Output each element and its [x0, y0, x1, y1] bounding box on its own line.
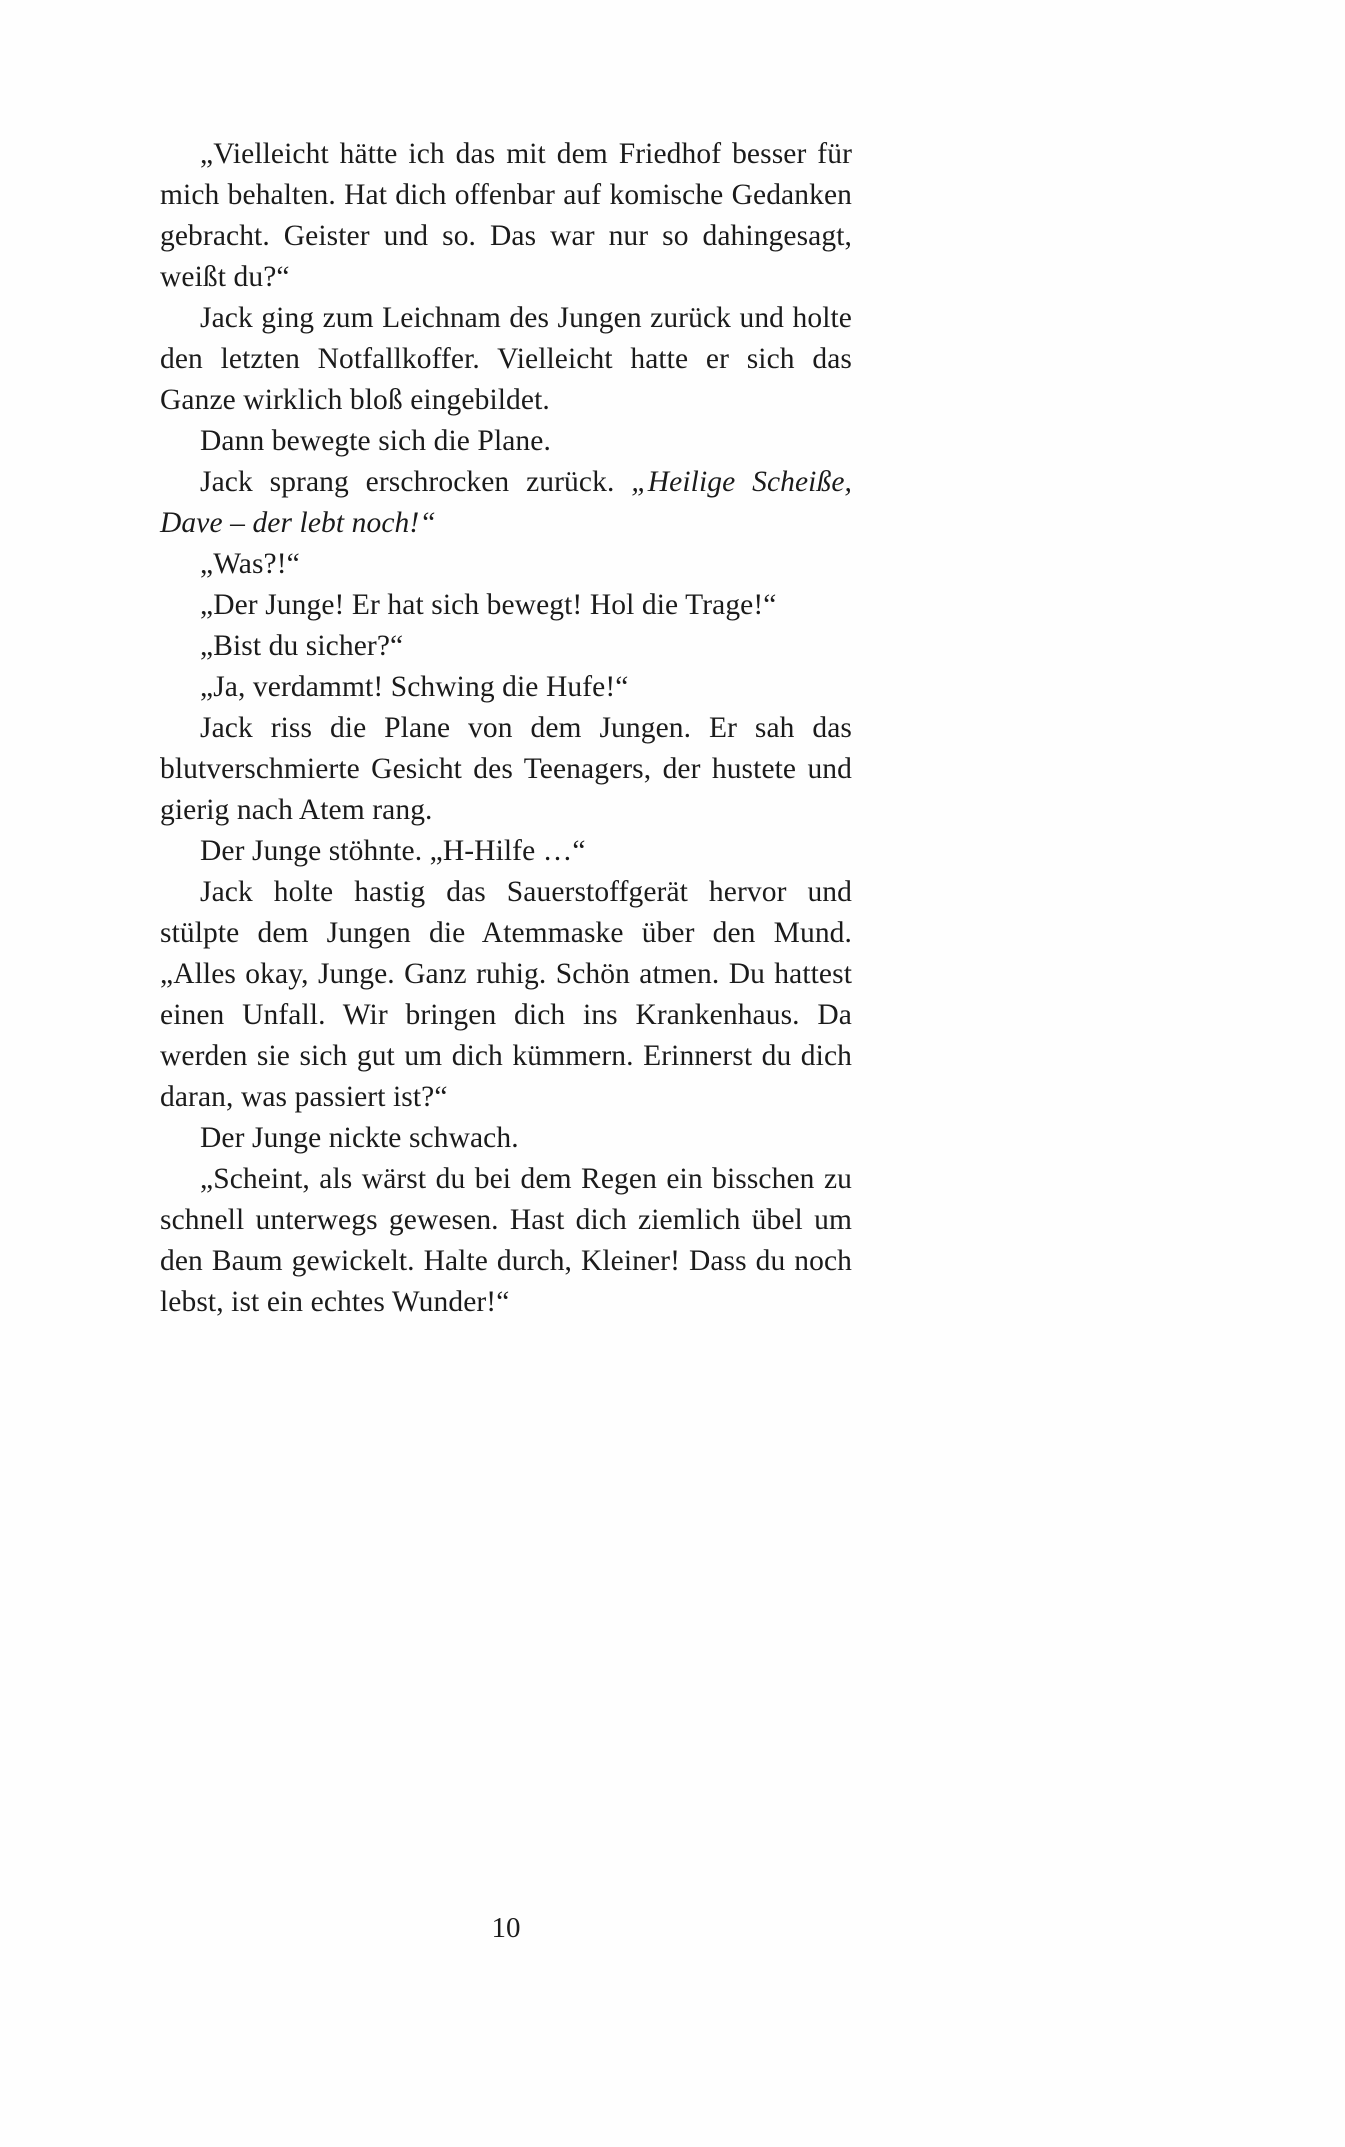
paragraph-text: „Der Junge! Er hat sich bewegt! Hol die Trage!“ — [200, 589, 777, 621]
page-number: 10 — [491, 1912, 521, 1944]
paragraph — [160, 298, 852, 421]
paragraph — [160, 831, 852, 872]
paragraph-text: Jack ging zum Leichnam des Jungen zurück und holte den letzten Notfallkoffer. Vielleicht hatte er sich das Ganze wirklich bloß eingebildet. — [160, 302, 852, 416]
paragraph — [160, 421, 852, 462]
paragraph — [160, 1159, 852, 1323]
paragraph — [160, 462, 852, 544]
paragraph — [160, 667, 852, 708]
paragraph-text: Jack riss die Plane von dem Jungen. Er sah das blutverschmierte Gesicht des Teenagers, der hustete und gierig nach Atem rang. — [160, 712, 852, 826]
paragraph-text: „Was?!“ — [200, 548, 300, 580]
paragraph-text: Jack holte hastig das Sauerstoffgerät hervor und stülpte dem Jungen die Atemmaske über den Mund. „Alles okay, Junge. Ganz ruhig. Schön atmen. Du hattest einen Unfall. Wir bringen dich ins Krankenhaus. Da werden sie sich gut um dich kümmern. Erinnerst du dich daran, was passiert ist?“ — [160, 876, 852, 1113]
page-footer — [160, 1908, 852, 1949]
paragraph-text: „Scheint, als wärst du bei dem Regen ein bisschen zu schnell unterwegs gewesen. Hast dich ziemlich übel um den Baum gewickelt. Halte durch, Kleiner! Dass du noch lebst, ist ein echtes Wunder!“ — [160, 1163, 852, 1318]
paragraph — [160, 626, 852, 667]
paragraph — [160, 585, 852, 626]
paragraph-text: „Ja, verdammt! Schwing die Hufe!“ — [200, 671, 629, 703]
paragraph-text: Jack sprang erschrocken zurück. — [200, 466, 632, 498]
paragraph-text: „Bist du sicher?“ — [200, 630, 404, 662]
paragraph — [160, 134, 852, 298]
paragraph — [160, 872, 852, 1118]
paragraph — [160, 1118, 852, 1159]
paragraph-text: Der Junge stöhnte. „H-Hilfe …“ — [200, 835, 586, 867]
paragraph-text: „Vielleicht hätte ich das mit dem Friedhof besser für mich behalten. Hat dich offenbar auf komische Gedanken gebracht. Geister und so. Das war nur so dahingesagt, weißt du?“ — [160, 138, 852, 293]
paragraph-text: Der Junge nickte schwach. — [200, 1122, 519, 1154]
paragraph — [160, 708, 852, 831]
paragraph — [160, 544, 852, 585]
paragraph-text-italic: „Heilige Scheiße, Dave – der lebt noch!“ — [160, 466, 852, 539]
paragraph-text: Dann bewegte sich die Plane. — [200, 425, 551, 457]
page-text — [160, 134, 852, 1323]
